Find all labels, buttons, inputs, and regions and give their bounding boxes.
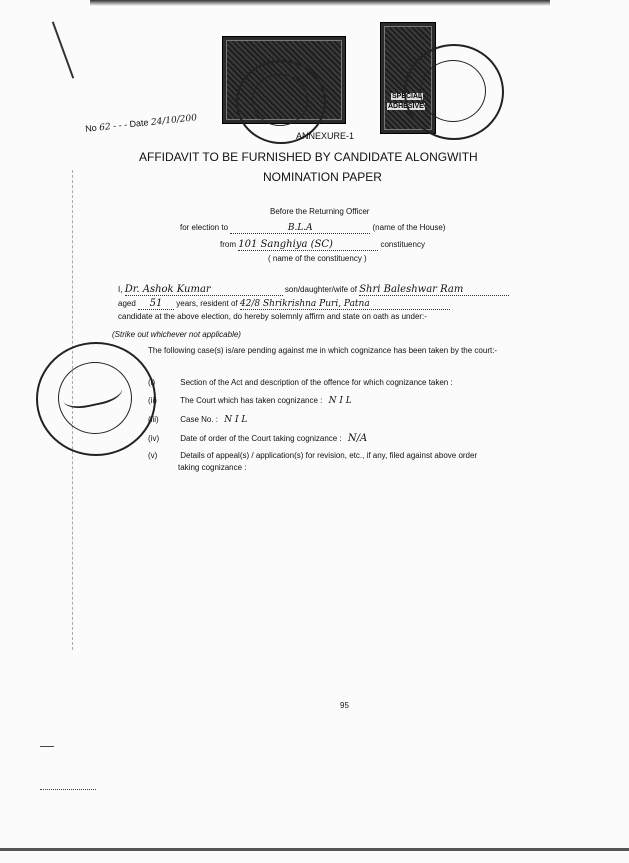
before-returning-officer: Before the Returning Officer xyxy=(270,207,370,216)
father-name: Shri Baleshwar Ram xyxy=(359,284,509,296)
list-item: (iv) Date of order of the Court taking cognizance : N/A xyxy=(148,433,368,444)
case-number-value: N I L xyxy=(224,415,248,425)
election-line: for election to B.L.A (name of the House) xyxy=(180,223,446,233)
document-title-line1: AFFIDAVIT TO BE FURNISHED BY CANDIDATE ALONGWITH xyxy=(139,150,478,164)
age-value: 51 xyxy=(138,298,174,310)
date-label: Date xyxy=(128,117,149,130)
page-number: 95 xyxy=(340,701,349,710)
list-item: (v) Details of appeal(s) / application(s) for revision, etc., if any, filed against above order xyxy=(148,451,478,460)
residence-value: 42/8 Shrikrishna Puri, Patna xyxy=(240,299,450,310)
scan-bottom-edge xyxy=(0,848,629,851)
scan-bottom-mark xyxy=(40,788,96,790)
scan-top-edge xyxy=(90,0,550,6)
constituency-note: ( name of the constituency ) xyxy=(268,254,367,263)
court-value: N I L xyxy=(328,396,352,406)
constituency-value: 101 Sanghiya (SC) xyxy=(238,239,378,251)
list-item: (i) Section of the Act and description of the offence for which cognizance taken : xyxy=(148,378,453,387)
scan-left-mark xyxy=(52,21,74,78)
election-value: B.L.A xyxy=(230,223,370,234)
document-title-line2: NOMINATION PAPER xyxy=(263,170,382,184)
list-item: (iii) Case No. : N I L xyxy=(148,415,248,425)
constituency-line: from 101 Sanghiya (SC) constituency xyxy=(220,239,425,250)
round-seal-top-right-inner xyxy=(420,60,486,122)
deponent-name: Dr. Ashok Kumar xyxy=(125,284,283,296)
pending-cases-statement: The following case(s) is/are pending against me in which cognizance has been taken by the court:- xyxy=(148,346,498,355)
date-value: 24/10/200 xyxy=(150,113,198,128)
declaration-line: candidate at the above election, do hereby solemnly affirm and state on oath as under:- xyxy=(118,312,427,321)
aged-line: aged 51 years, resident of 42/8 Shrikrishna Puri, Patna xyxy=(118,298,450,310)
stamp-small-text: ADHESIVE xyxy=(388,103,424,110)
round-seal-top-center-inner xyxy=(252,74,308,126)
annexure-label: ANNEXURE-1 xyxy=(296,131,355,141)
strike-note: (Strike out whichever not applicable) xyxy=(112,330,241,339)
list-item-continuation: taking cognizance : xyxy=(178,463,247,472)
no-value: 62 xyxy=(98,122,112,134)
stamp-small-text: SPECIAL xyxy=(392,93,423,100)
reference-number: No 62 - - - Date 24/10/200 xyxy=(84,113,198,134)
deponent-line: I, Dr. Ashok Kumar son/daughter/wife of Shri Baleshwar Ram xyxy=(118,284,509,296)
list-item: (ii) The Court which has taken cognizance : N I L xyxy=(148,396,352,406)
order-date-value: N/A xyxy=(347,433,368,444)
no-label: No xyxy=(84,122,98,134)
scan-bottom-mark xyxy=(40,746,54,747)
